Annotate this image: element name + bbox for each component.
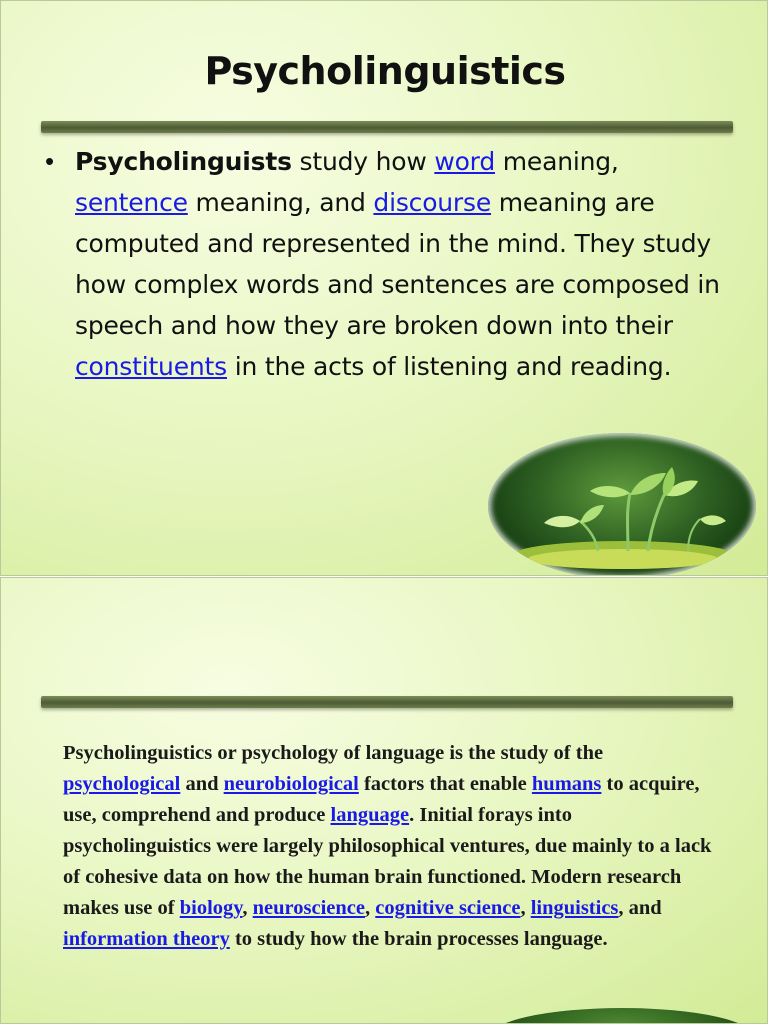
text-run: factors that enable: [358, 773, 532, 795]
link-linguistics[interactable]: linguistics: [530, 897, 619, 919]
link-sentence[interactable]: sentence: [75, 188, 188, 217]
text-run: study how: [291, 147, 435, 176]
link-neuroscience[interactable]: neuroscience: [252, 897, 366, 919]
text-run: meaning are computed and represented in the mind. They study how complex words and sentences are composed in speech and how they are broken down into their: [75, 188, 720, 340]
text-run: and: [180, 773, 224, 795]
bullet-text: [75, 141, 735, 387]
text-run: ,: [365, 897, 376, 919]
text-run: to study how the brain processes language.: [229, 928, 608, 950]
text-run: meaning,: [495, 147, 619, 176]
link-psychological[interactable]: psychological: [63, 773, 181, 795]
link-neurobiological[interactable]: neurobiological: [223, 773, 359, 795]
seedling-image-partial: [488, 1008, 756, 1024]
link-humans[interactable]: humans: [531, 773, 602, 795]
text-run: in the acts of listening and reading.: [226, 352, 672, 381]
seedling-icon: [488, 433, 756, 576]
title-divider-bar: [41, 696, 733, 708]
text-run: ,: [520, 897, 531, 919]
text-run: . Initial forays into psycholinguistics were largely philosophical ventures, due mainly to a lack of cohesive data on how the human brain functioned. Modern research makes use of: [63, 804, 712, 919]
text-run: ,: [242, 897, 253, 919]
slide-2: [0, 577, 768, 1024]
link-biology[interactable]: biology: [179, 897, 243, 919]
body-paragraph: [63, 738, 723, 955]
slide-title: Psycholinguistics: [204, 49, 566, 93]
text-run: Psycholinguistics or psychology of language is the study of the: [63, 742, 604, 764]
title-divider-bar: [41, 121, 733, 133]
link-word[interactable]: word: [434, 147, 495, 176]
link-information-theory[interactable]: information theory: [63, 928, 230, 950]
bullet-item: [45, 141, 735, 387]
text-run: meaning, and: [187, 188, 374, 217]
text-run: to acquire, use, comprehend and produce: [63, 773, 700, 826]
link-cognitive-science[interactable]: cognitive science: [375, 897, 521, 919]
link-constituents[interactable]: constituents: [75, 352, 227, 381]
link-discourse[interactable]: discourse: [373, 188, 492, 217]
bullet-icon: •: [45, 146, 55, 176]
text-run: , and: [618, 897, 662, 919]
seedling-image: [488, 433, 756, 576]
link-language[interactable]: language: [330, 804, 410, 826]
bold-term: Psycholinguists: [75, 147, 292, 176]
